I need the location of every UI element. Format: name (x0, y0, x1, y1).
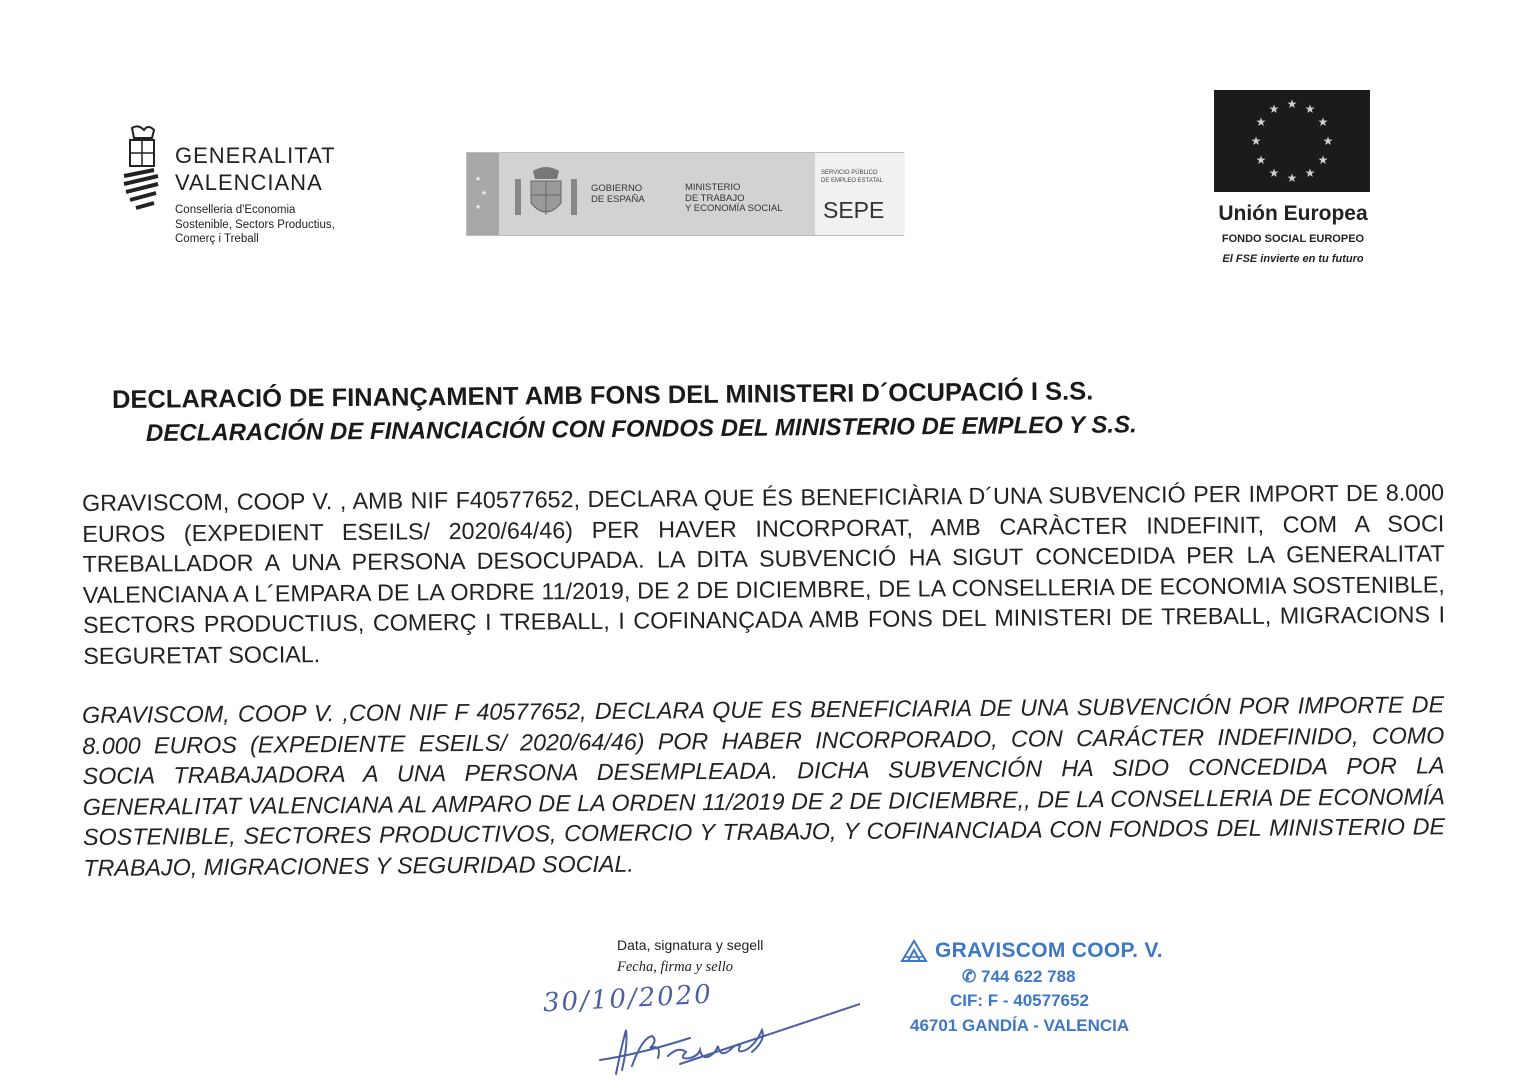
generalitat-shield-icon (122, 124, 162, 216)
title-spanish: DECLARACIÓN DE FINANCIACIÓN CON FONDOS DEL MINISTERIO DE EMPLEO Y S.S. (145, 411, 1137, 447)
signature-label-catalan: Data, signatura y segell (617, 937, 764, 953)
graviscom-logo-icon (900, 939, 930, 963)
svg-text:★: ★ (1304, 102, 1316, 116)
spain-coat-of-arms-icon (511, 165, 581, 225)
title-catalan: DECLARACIÓ DE FINANÇAMENT AMB FONS DEL MINISTERI D´OCUPACIÓ I S.S. (111, 377, 1094, 414)
svg-text:★: ★ (1322, 134, 1334, 148)
sepe-logo (815, 153, 905, 235)
stamp-cif: CIF: F - 40577652 (950, 991, 1089, 1010)
gobierno-sepe-logo (466, 152, 904, 236)
handwritten-signature (560, 990, 860, 1080)
svg-text:★: ★ (1286, 171, 1298, 185)
svg-text:★: ★ (1317, 115, 1329, 129)
svg-text:★: ★ (1250, 134, 1262, 148)
stamp-company-name: GRAVISCOM COOP. V. (935, 939, 1163, 962)
svg-text:★: ★ (1268, 166, 1280, 180)
stamp-phone: ✆ 744 622 788 (962, 967, 1076, 986)
signature-date: 30/10/2020 (542, 979, 714, 1019)
eu-flag-icon (1214, 90, 1370, 192)
svg-text:★: ★ (1286, 97, 1298, 111)
stamp-address: 46701 GANDÍA - VALENCIA (910, 1016, 1130, 1035)
eu-stripe: ★ ★ ★ (467, 153, 499, 235)
phone-icon: ✆ (962, 967, 977, 986)
generalitat-name: GENERALITAT VALENCIANA (175, 143, 336, 195)
declaration-catalan: GRAVISCOM, COOP V. , AMB NIF F40577652, DECLARA QUE ÉS BENEFICIÀRIA D´UNA SUBVENCIÓ PER IMPORT DE 8.000 EUROS (EXPEDIENT ESEILS/ 2020/64/46) PER HAVER INCORPORAT, AMB CARÀCTER INDEFINIT, COM A SOCI TREBALLADOR A UNA PERSONA DESOCUPADA. LA DITA SUBVENCIÓ HA SIGUT CONCEDIDA PER LA GENERALITAT VALENCIANA A L´EMPARA DE LA ORDRE 11/2019, DE 2 DE DICIEMBRE, DE LA CONSELLERIA DE ECONOMIA SOSTENIBLE, SECTORS PRODUCTIUS, COMERÇ I TREBALL, I COFINANÇADA AMB FONS DEL MINISTERI DE TREBALL, MIGRACIONS I SEGURETAT SOCIAL. (82, 479, 1446, 669)
sepe-caption: SERVICIO PÚBLICO DE EMPLEO ESTATAL (821, 170, 884, 184)
sepe-wordmark: SEPE (823, 197, 885, 223)
svg-text:★: ★ (1268, 102, 1280, 116)
eu-title: Unión Europea (1218, 202, 1368, 225)
svg-text:★: ★ (1255, 115, 1267, 129)
signature-label-spanish: Fecha, firma y sello (617, 959, 733, 975)
svg-text:★: ★ (1255, 153, 1267, 167)
svg-text:★: ★ (1304, 166, 1316, 180)
ministerio-label: MINISTERIO DE TRABAJO Y ECONOMÍA SOCIAL (685, 182, 783, 214)
gobierno-label: GOBIERNO DE ESPAÑA (591, 183, 645, 205)
eu-subtitle: FONDO SOCIAL EUROPEO (1221, 233, 1365, 245)
svg-text:★: ★ (1317, 153, 1329, 167)
declaration-spanish: GRAVISCOM, COOP V. ,CON NIF F 40577652, DECLARA QUE ES BENEFICIARIA DE UNA SUBVENCIÓN POR IMPORTE DE 8.000 EUROS (EXPEDIENTE ESEILS/ 2020/64/46) POR HABER INCORPORADO, CON CARÁCTER INDEFINIDO, COMO SOCIA TRABAJADORA A UNA PERSONA DESEMPLEADA. DICHA SUBVENCIÓN HA SIDO CONCEDIDA POR LA GENERALITAT VALENCIANA AL AMPARO DE LA ORDEN 11/2019 DE 2 DE DICIEMBRE,, DE LA CONSELLERIA DE ECONOMÍA SOSTENIBLE, SECTORES PRODUCTIVOS, COMERCIO Y TRABAJO, Y COFINANCIADA CON FONDOS DEL MINISTERIO DE TRABAJO, MIGRACIONES Y SEGURIDAD SOCIAL. (82, 691, 1446, 881)
eu-tagline: El FSE invierte en tu futuro (1222, 253, 1364, 265)
generalitat-department: Conselleria d'Economia Sostenible, Sectors Productius, Comerç i Treball (175, 204, 335, 245)
